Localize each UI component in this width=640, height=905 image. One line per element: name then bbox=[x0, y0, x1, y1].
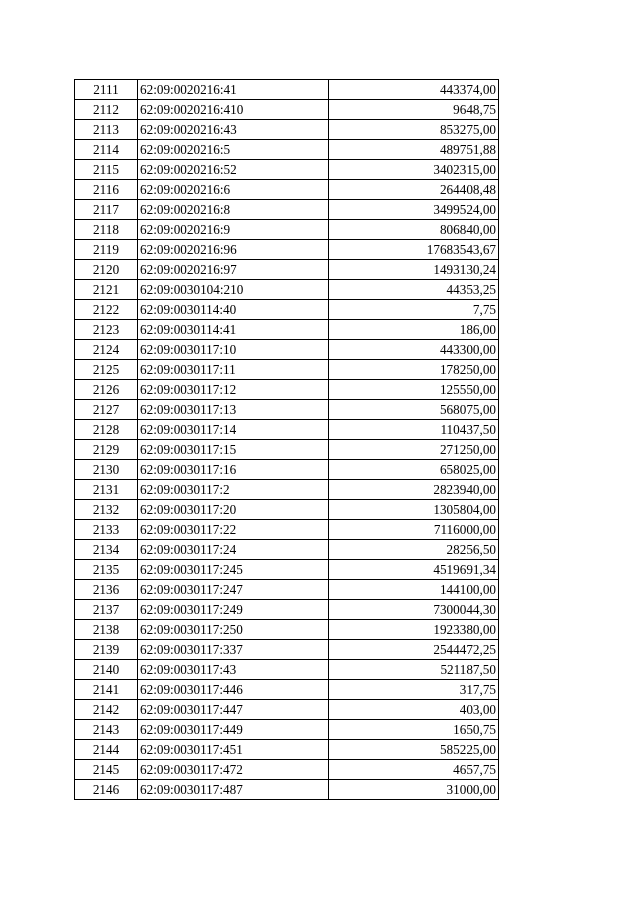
table-body bbox=[75, 80, 499, 800]
cadastral-number-cell: 62:09:0030117:16 bbox=[138, 460, 329, 480]
cadastral-number-cell: 62:09:0030117:22 bbox=[138, 520, 329, 540]
row-number-cell: 2146 bbox=[75, 780, 138, 800]
table-row bbox=[75, 200, 499, 220]
table-row bbox=[75, 480, 499, 500]
table-row bbox=[75, 660, 499, 680]
row-number-cell: 2128 bbox=[75, 420, 138, 440]
row-number-cell: 2126 bbox=[75, 380, 138, 400]
cadastral-number-cell: 62:09:0030117:15 bbox=[138, 440, 329, 460]
cadastral-number-cell: 62:09:0030117:43 bbox=[138, 660, 329, 680]
row-number-cell: 2140 bbox=[75, 660, 138, 680]
row-number-cell: 2135 bbox=[75, 560, 138, 580]
cadastral-value-cell: 44353,25 bbox=[329, 280, 499, 300]
cadastral-number-cell: 62:09:0030117:20 bbox=[138, 500, 329, 520]
cadastral-number-cell: 62:09:0020216:9 bbox=[138, 220, 329, 240]
cadastral-value-cell: 9648,75 bbox=[329, 100, 499, 120]
row-number-cell: 2137 bbox=[75, 600, 138, 620]
table-row bbox=[75, 600, 499, 620]
row-number-cell: 2118 bbox=[75, 220, 138, 240]
row-number-cell: 2138 bbox=[75, 620, 138, 640]
row-number-cell: 2113 bbox=[75, 120, 138, 140]
cadastral-value-cell: 4519691,34 bbox=[329, 560, 499, 580]
table-row bbox=[75, 720, 499, 740]
table-row bbox=[75, 400, 499, 420]
row-number-cell: 2114 bbox=[75, 140, 138, 160]
cadastral-value-cell: 186,00 bbox=[329, 320, 499, 340]
table-row bbox=[75, 460, 499, 480]
table-row bbox=[75, 740, 499, 760]
cadastral-number-cell: 62:09:0020216:6 bbox=[138, 180, 329, 200]
row-number-cell: 2125 bbox=[75, 360, 138, 380]
cadastral-number-cell: 62:09:0030117:250 bbox=[138, 620, 329, 640]
cadastral-value-cell: 264408,48 bbox=[329, 180, 499, 200]
cadastral-number-cell: 62:09:0030117:12 bbox=[138, 380, 329, 400]
table-row bbox=[75, 440, 499, 460]
table-row bbox=[75, 240, 499, 260]
cadastral-value-cell: 521187,50 bbox=[329, 660, 499, 680]
cadastral-number-cell: 62:09:0020216:5 bbox=[138, 140, 329, 160]
cadastral-number-cell: 62:09:0020216:96 bbox=[138, 240, 329, 260]
row-number-cell: 2145 bbox=[75, 760, 138, 780]
cadastral-number-cell: 62:09:0030117:14 bbox=[138, 420, 329, 440]
cadastral-value-cell: 443374,00 bbox=[329, 80, 499, 100]
table-row bbox=[75, 180, 499, 200]
row-number-cell: 2141 bbox=[75, 680, 138, 700]
cadastral-value-cell: 403,00 bbox=[329, 700, 499, 720]
cadastral-value-cell: 110437,50 bbox=[329, 420, 499, 440]
cadastral-number-cell: 62:09:0030117:245 bbox=[138, 560, 329, 580]
table-row bbox=[75, 80, 499, 100]
cadastral-value-cell: 271250,00 bbox=[329, 440, 499, 460]
table-row bbox=[75, 700, 499, 720]
cadastral-number-cell: 62:09:0030117:249 bbox=[138, 600, 329, 620]
row-number-cell: 2142 bbox=[75, 700, 138, 720]
table-row bbox=[75, 340, 499, 360]
row-number-cell: 2131 bbox=[75, 480, 138, 500]
row-number-cell: 2115 bbox=[75, 160, 138, 180]
row-number-cell: 2134 bbox=[75, 540, 138, 560]
row-number-cell: 2112 bbox=[75, 100, 138, 120]
cadastral-value-cell: 489751,88 bbox=[329, 140, 499, 160]
table-row bbox=[75, 120, 499, 140]
row-number-cell: 2130 bbox=[75, 460, 138, 480]
cadastral-number-cell: 62:09:0030117:13 bbox=[138, 400, 329, 420]
cadastral-value-table bbox=[74, 79, 499, 800]
table-row bbox=[75, 260, 499, 280]
row-number-cell: 2120 bbox=[75, 260, 138, 280]
cadastral-value-cell: 443300,00 bbox=[329, 340, 499, 360]
row-number-cell: 2129 bbox=[75, 440, 138, 460]
cadastral-number-cell: 62:09:0020216:410 bbox=[138, 100, 329, 120]
table-row bbox=[75, 140, 499, 160]
table-row bbox=[75, 780, 499, 800]
row-number-cell: 2119 bbox=[75, 240, 138, 260]
cadastral-number-cell: 62:09:0020216:8 bbox=[138, 200, 329, 220]
cadastral-value-cell: 1650,75 bbox=[329, 720, 499, 740]
table-row bbox=[75, 680, 499, 700]
cadastral-value-cell: 568075,00 bbox=[329, 400, 499, 420]
cadastral-value-cell: 17683543,67 bbox=[329, 240, 499, 260]
row-number-cell: 2143 bbox=[75, 720, 138, 740]
row-number-cell: 2136 bbox=[75, 580, 138, 600]
row-number-cell: 2116 bbox=[75, 180, 138, 200]
cadastral-value-cell: 585225,00 bbox=[329, 740, 499, 760]
table-row bbox=[75, 420, 499, 440]
cadastral-number-cell: 62:09:0030117:24 bbox=[138, 540, 329, 560]
cadastral-value-cell: 31000,00 bbox=[329, 780, 499, 800]
row-number-cell: 2111 bbox=[75, 80, 138, 100]
row-number-cell: 2132 bbox=[75, 500, 138, 520]
cadastral-value-cell: 125550,00 bbox=[329, 380, 499, 400]
cadastral-number-cell: 62:09:0030117:449 bbox=[138, 720, 329, 740]
row-number-cell: 2123 bbox=[75, 320, 138, 340]
cadastral-number-cell: 62:09:0020216:52 bbox=[138, 160, 329, 180]
cadastral-number-cell: 62:09:0020216:97 bbox=[138, 260, 329, 280]
table-row bbox=[75, 500, 499, 520]
cadastral-value-cell: 1493130,24 bbox=[329, 260, 499, 280]
table-row bbox=[75, 360, 499, 380]
cadastral-number-cell: 62:09:0020216:43 bbox=[138, 120, 329, 140]
table-row bbox=[75, 160, 499, 180]
cadastral-number-cell: 62:09:0030117:447 bbox=[138, 700, 329, 720]
table-row bbox=[75, 300, 499, 320]
table-row bbox=[75, 580, 499, 600]
cadastral-number-cell: 62:09:0030117:11 bbox=[138, 360, 329, 380]
cadastral-value-cell: 144100,00 bbox=[329, 580, 499, 600]
table-row bbox=[75, 100, 499, 120]
table-row bbox=[75, 220, 499, 240]
cadastral-value-cell: 4657,75 bbox=[329, 760, 499, 780]
cadastral-number-cell: 62:09:0020216:41 bbox=[138, 80, 329, 100]
table-row bbox=[75, 380, 499, 400]
cadastral-value-cell: 3402315,00 bbox=[329, 160, 499, 180]
cadastral-number-cell: 62:09:0030117:2 bbox=[138, 480, 329, 500]
table-row bbox=[75, 620, 499, 640]
cadastral-number-cell: 62:09:0030117:446 bbox=[138, 680, 329, 700]
cadastral-number-cell: 62:09:0030114:41 bbox=[138, 320, 329, 340]
table-row bbox=[75, 760, 499, 780]
cadastral-number-cell: 62:09:0030117:472 bbox=[138, 760, 329, 780]
cadastral-value-cell: 317,75 bbox=[329, 680, 499, 700]
table-row bbox=[75, 520, 499, 540]
row-number-cell: 2122 bbox=[75, 300, 138, 320]
cadastral-number-cell: 62:09:0030117:451 bbox=[138, 740, 329, 760]
cadastral-value-cell: 28256,50 bbox=[329, 540, 499, 560]
table-row bbox=[75, 560, 499, 580]
cadastral-value-cell: 1923380,00 bbox=[329, 620, 499, 640]
cadastral-number-cell: 62:09:0030117:337 bbox=[138, 640, 329, 660]
table-row bbox=[75, 540, 499, 560]
cadastral-value-cell: 2544472,25 bbox=[329, 640, 499, 660]
table-row bbox=[75, 320, 499, 340]
row-number-cell: 2117 bbox=[75, 200, 138, 220]
cadastral-value-cell: 853275,00 bbox=[329, 120, 499, 140]
row-number-cell: 2144 bbox=[75, 740, 138, 760]
cadastral-value-cell: 1305804,00 bbox=[329, 500, 499, 520]
cadastral-value-cell: 178250,00 bbox=[329, 360, 499, 380]
row-number-cell: 2133 bbox=[75, 520, 138, 540]
cadastral-number-cell: 62:09:0030114:40 bbox=[138, 300, 329, 320]
cadastral-number-cell: 62:09:0030117:10 bbox=[138, 340, 329, 360]
cadastral-value-cell: 3499524,00 bbox=[329, 200, 499, 220]
cadastral-value-cell: 7300044,30 bbox=[329, 600, 499, 620]
cadastral-number-cell: 62:09:0030117:247 bbox=[138, 580, 329, 600]
table-row bbox=[75, 640, 499, 660]
cadastral-value-cell: 806840,00 bbox=[329, 220, 499, 240]
row-number-cell: 2139 bbox=[75, 640, 138, 660]
row-number-cell: 2124 bbox=[75, 340, 138, 360]
cadastral-value-cell: 2823940,00 bbox=[329, 480, 499, 500]
table-row bbox=[75, 280, 499, 300]
row-number-cell: 2127 bbox=[75, 400, 138, 420]
cadastral-value-cell: 658025,00 bbox=[329, 460, 499, 480]
cadastral-value-cell: 7116000,00 bbox=[329, 520, 499, 540]
row-number-cell: 2121 bbox=[75, 280, 138, 300]
cadastral-value-cell: 7,75 bbox=[329, 300, 499, 320]
cadastral-number-cell: 62:09:0030117:487 bbox=[138, 780, 329, 800]
cadastral-number-cell: 62:09:0030104:210 bbox=[138, 280, 329, 300]
